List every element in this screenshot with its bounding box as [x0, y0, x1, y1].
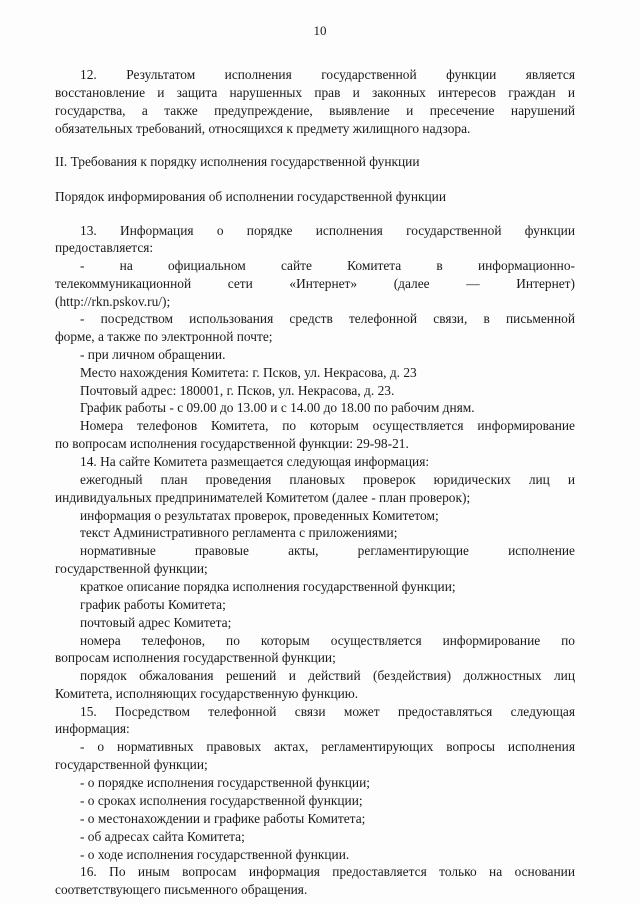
text-line: - посредством использования средств телефонной связи, в письменной [80, 311, 575, 326]
text-line: Место нахождения Комитета: г. Псков, ул. Некрасова, д. 23 [80, 365, 417, 380]
text-line: соответствующего письменного обращения. [55, 882, 308, 897]
text-line: обязательных требований, относящихся к предмету жилищного надзора. [55, 121, 471, 136]
text-line: - о порядке исполнения государственной функции; [80, 775, 370, 790]
text-line: 13. Информация о порядке исполнения государственной функции [80, 223, 575, 238]
page-number: 10 [313, 23, 327, 38]
text-line: ежегодный план проведения плановых проверок юридических лиц и [80, 472, 575, 487]
text-line: краткое описание порядка исполнения государственной функции; [80, 579, 456, 594]
text-line: - на официальном сайте Комитета в информационно- [80, 258, 575, 273]
text-line: государственной функции; [55, 757, 208, 772]
text-line: - о ходе исполнения государственной функции. [80, 847, 350, 862]
text-line: восстановление и защита нарушенных прав и законных интересов граждан и [55, 85, 575, 100]
text-line: информация о результатах проверок, проведенных Комитетом; [80, 508, 439, 523]
text-line: государственной функции; [55, 561, 208, 576]
text-line: номера телефонов, по которым осуществляется информирование по [80, 633, 575, 648]
text-line: почтовый адрес Комитета; [80, 615, 232, 630]
text-line: (http://rkn.pskov.ru/); [55, 294, 171, 309]
text-line: Почтовый адрес: 180001, г. Псков, ул. Некрасова, д. 23. [80, 383, 395, 398]
text-line: 16. По иным вопросам информация предоставляется только на основании [80, 864, 575, 879]
text-line: Номера телефонов Комитета, по которым осуществляется информирование [80, 418, 575, 433]
text-line: - о сроках исполнения государственной функции; [80, 793, 363, 808]
section-heading: II. Требования к порядку исполнения государственной функции [55, 154, 420, 169]
text-line: График работы - с 09.00 до 13.00 и с 14.00 до 18.00 по рабочим дням. [80, 400, 475, 415]
text-line: государства, а также предупреждение, выявление и пресечение нарушений [55, 103, 575, 118]
text-line: - при личном обращении. [80, 347, 226, 362]
text-line: предоставляется: [55, 240, 154, 255]
text-line: нормативные правовые акты, регламентирующие исполнение [80, 543, 575, 558]
text-line: - о местонахождении и графике работы Комитета; [80, 811, 366, 826]
text-line: порядок обжалования решений и действий (бездействия) должностных лиц [80, 668, 575, 683]
text-line: информация: [55, 721, 130, 736]
text-line: 12. Результатом исполнения государственной функции является [80, 67, 575, 82]
text-line: индивидуальных предпринимателей Комитетом (далее - план проверок); [55, 490, 471, 505]
text-line: 14. На сайте Комитета размещается следующая информация: [80, 454, 430, 469]
text-line: по вопросам исполнения государственной функции: 29-98-21. [55, 436, 409, 451]
text-line: - о нормативных правовых актах, регламентирующих вопросы исполнения [80, 739, 575, 754]
text-line: - об адресах сайта Комитета; [80, 829, 245, 844]
text-line: 15. Посредством телефонной связи может предоставляться следующая [80, 704, 575, 719]
subsection-heading: Порядок информирования об исполнении государственной функции [55, 189, 447, 204]
text-line: текст Административного регламента с приложениями; [80, 525, 398, 540]
text-line: форме, а также по электронной почте; [55, 329, 273, 344]
text-line: Комитета, исполняющих государственную функцию. [55, 686, 359, 701]
text-line: телекоммуникационной сети «Интернет» (далее — Интернет) [55, 276, 575, 291]
text-line: график работы Комитета; [80, 597, 226, 612]
text-line: вопросам исполнения государственной функции; [55, 650, 336, 665]
